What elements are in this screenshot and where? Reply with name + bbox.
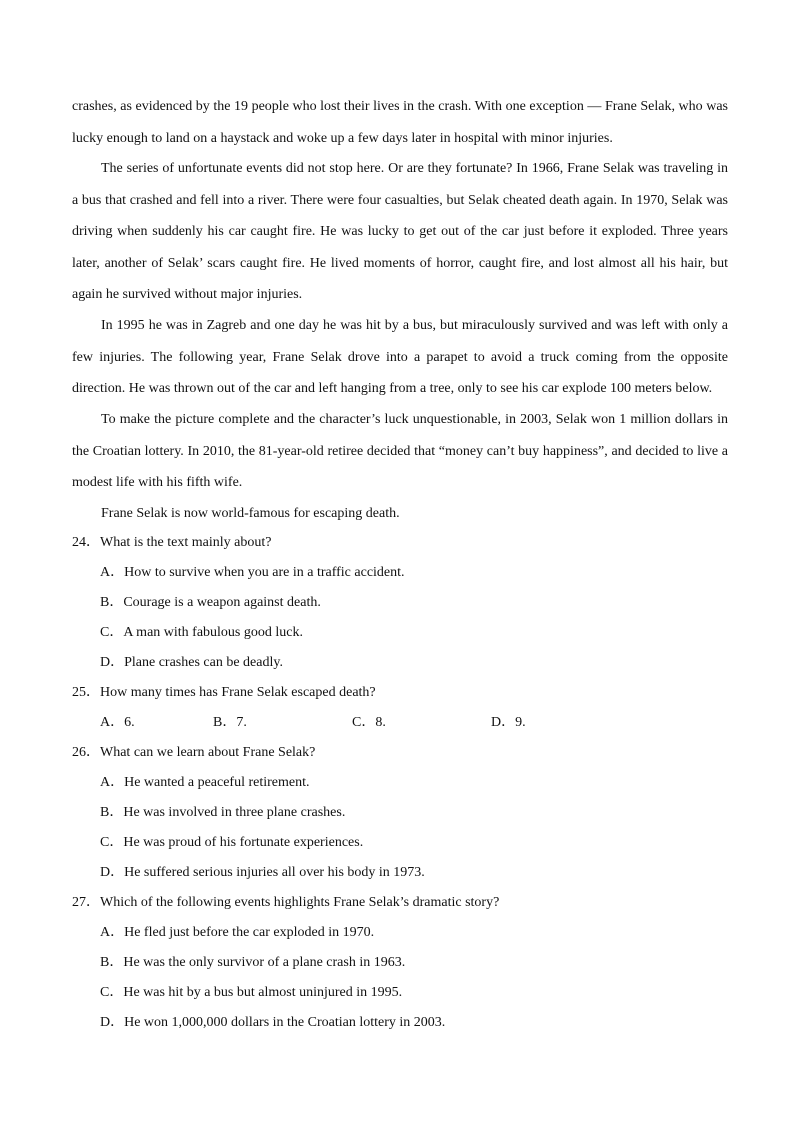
question-26-option-a: A．He wanted a peaceful retirement. bbox=[100, 775, 310, 790]
question-24-option-b: B．Courage is a weapon against death. bbox=[100, 595, 321, 610]
question-25-option-d: D．9. bbox=[491, 715, 526, 730]
question-24-stem: 24．What is the text mainly about? bbox=[72, 535, 272, 550]
question-25-option-b: B．7. bbox=[213, 715, 247, 730]
question-26-option-c: C．He was proud of his fortunate experiences. bbox=[100, 835, 364, 850]
question-25-option-c: C．8. bbox=[352, 715, 386, 730]
passage-paragraph-2: The series of unfortunate events did not stop here. Or are they fortunate? In 1966, Frane Selak was traveling in a bus that crashed and fell into a river. There were four casualties, but Selak cheated death again. In 1970, Selak was driving when suddenly his car caught fire. He was lucky to get out of the car just before it exploded. Three years later, another of Selak’ scars caught fire. He lived moments of horror, caught fire, and lost almost all his hair, but again he survived without major injuries. bbox=[72, 161, 728, 303]
question-24-option-c: C．A man with fabulous good luck. bbox=[100, 625, 303, 640]
question-27-option-d: D．He won 1,000,000 dollars in the Croatian lottery in 2003. bbox=[100, 1015, 446, 1030]
question-26-stem: 26．What can we learn about Frane Selak? bbox=[72, 745, 316, 760]
question-27-option-a: A．He fled just before the car exploded in 1970. bbox=[100, 925, 375, 940]
passage-paragraph-1: crashes, as evidenced by the 19 people who lost their lives in the crash. With one exception — Frane Selak, who was lucky enough to land on a haystack and woke up a few days later in hospital with minor injuries. bbox=[72, 99, 728, 146]
question-26-option-b: B．He was involved in three plane crashes. bbox=[100, 805, 346, 820]
question-25-option-a: A．6. bbox=[100, 715, 135, 730]
passage-paragraph-3: In 1995 he was in Zagreb and one day he was hit by a bus, but miraculously survived and was left with only a few injuries. The following year, Frane Selak drove into a parapet to avoid a truck coming from the opposite direction. He was thrown out of the car and left hanging from a tree, only to see his car explode 100 meters below. bbox=[72, 318, 728, 397]
question-27-option-c: C．He was hit by a bus but almost uninjured in 1995. bbox=[100, 985, 403, 1000]
question-24-option-a: A．How to survive when you are in a traffic accident. bbox=[100, 565, 405, 580]
question-26-option-d: D．He suffered serious injuries all over his body in 1973. bbox=[100, 865, 425, 880]
passage-paragraph-4: To make the picture complete and the character’s luck unquestionable, in 2003, Selak won 1 million dollars in the Croatian lottery. In 2010, the 81-year-old retiree decided that “money can’t buy happiness”, and decided to live a modest life with his fifth wife. bbox=[72, 412, 728, 491]
question-27-option-b: B．He was the only survivor of a plane crash in 1963. bbox=[100, 955, 406, 970]
question-24-option-d: D．Plane crashes can be deadly. bbox=[100, 655, 283, 670]
question-25-stem: 25．How many times has Frane Selak escaped death? bbox=[72, 685, 376, 700]
question-27-stem: 27．Which of the following events highlights Frane Selak’s dramatic story? bbox=[72, 895, 500, 910]
passage-paragraph-5: Frane Selak is now world-famous for escaping death. bbox=[101, 506, 400, 521]
